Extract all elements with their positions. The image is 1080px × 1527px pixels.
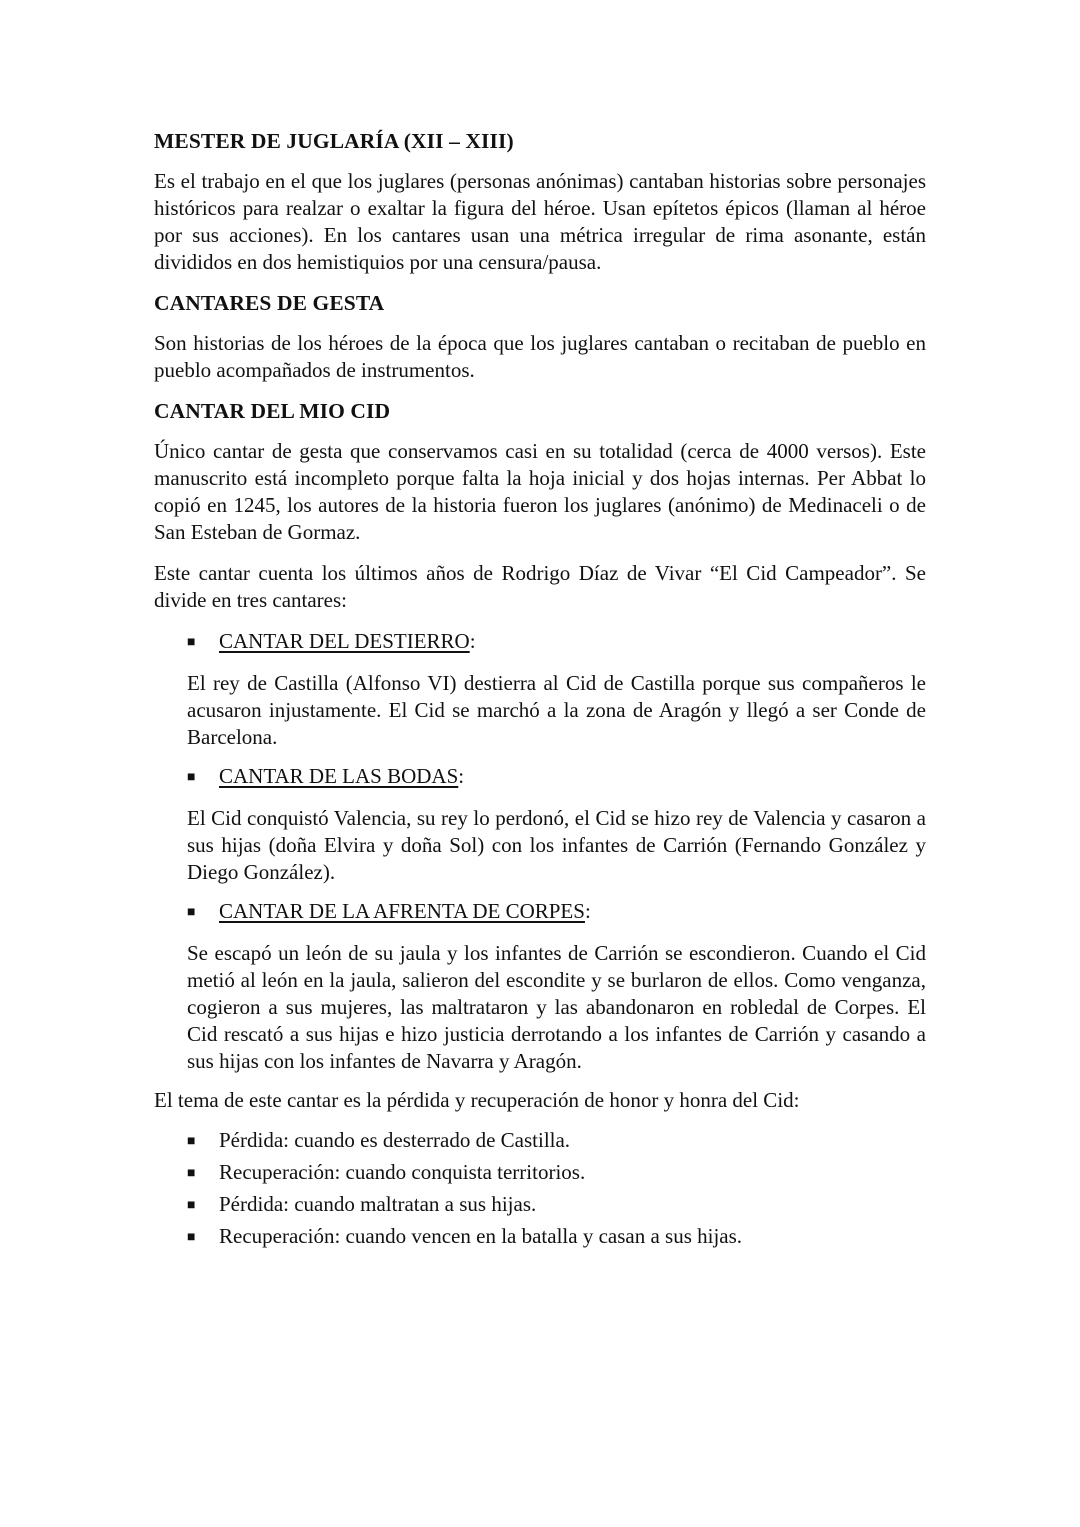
cantar-description-destierro: El rey de Castilla (Alfonso VI) destierra al Cid de Castilla porque sus compañeros le acusaron injustamente. El Cid se marchó a la zona de Aragón y llegó a ser Conde de Barcelona. bbox=[187, 671, 926, 749]
list-item bbox=[187, 1222, 926, 1254]
cantar-item-bodas bbox=[154, 763, 926, 793]
cantar-title: CANTAR DEL DESTIERRO bbox=[219, 629, 470, 653]
cantar-title: CANTAR DE LAS BODAS bbox=[219, 764, 459, 788]
list-item-text: Recuperación: cuando vencen en la batalla y casan a sus hijas. bbox=[219, 1224, 743, 1248]
heading-mester-de-juglaria: MESTER DE JUGLARÍA (XII – XIII) bbox=[154, 129, 514, 153]
square-bullet-icon: ■ bbox=[187, 1166, 196, 1181]
list-item bbox=[187, 1190, 926, 1222]
paragraph-juglaria: Es el trabajo en el que los juglares (personas anónimas) cantaban historias sobre personajes históricos para realzar o exaltar la figura del héroe. Usan epítetos épicos (llaman al héroe por sus acciones). En los cantares usan una métrica irregular de rima asonante, están divididos en dos hemistiquios por una censura/pausa. bbox=[154, 169, 926, 274]
tema-list bbox=[154, 1126, 926, 1254]
list-item bbox=[187, 1158, 926, 1190]
square-bullet-icon: ■ bbox=[187, 905, 196, 920]
list-item-text: Pérdida: cuando es desterrado de Castilla. bbox=[219, 1128, 571, 1152]
paragraph-mio-cid-division: Este cantar cuenta los últimos años de Rodrigo Díaz de Vivar “El Cid Campeador”. Se divide en tres cantares: bbox=[154, 561, 926, 612]
list-item-text: Pérdida: cuando maltratan a sus hijas. bbox=[219, 1192, 537, 1216]
cantar-title-suffix: : bbox=[458, 764, 465, 788]
square-bullet-icon: ■ bbox=[187, 1230, 196, 1245]
heading-cantares-de-gesta: CANTARES DE GESTA bbox=[154, 291, 385, 315]
paragraph-gesta: Son historias de los héroes de la época que los juglares cantaban o recitaban de pueblo en pueblo acompañados de instrumentos. bbox=[154, 331, 926, 382]
heading-cantar-del-mio-cid: CANTAR DEL MIO CID bbox=[154, 399, 391, 423]
paragraph-tema: El tema de este cantar es la pérdida y recuperación de honor y honra del Cid: bbox=[154, 1088, 800, 1112]
square-bullet-icon: ■ bbox=[187, 770, 196, 785]
square-bullet-icon: ■ bbox=[187, 1198, 196, 1213]
list-item bbox=[187, 1126, 926, 1158]
cantar-title-suffix: : bbox=[584, 899, 591, 923]
square-bullet-icon: ■ bbox=[187, 1134, 196, 1149]
cantar-title: CANTAR DE LA AFRENTA DE CORPES bbox=[219, 899, 585, 923]
cantar-item-afrenta-de-corpes bbox=[154, 898, 926, 928]
cantar-item-destierro bbox=[154, 628, 926, 658]
square-bullet-icon: ■ bbox=[187, 635, 196, 650]
document-page bbox=[154, 126, 926, 1254]
paragraph-mio-cid-intro: Único cantar de gesta que conservamos casi en su totalidad (cerca de 4000 versos). Este manuscrito está incompleto porque falta la hoja inicial y dos hojas internas. Per Abbat lo copió en 1245, los autores de la historia fueron los juglares (anónimo) de Medinaceli o de San Esteban de Gormaz. bbox=[154, 439, 926, 544]
cantar-description-afrenta: Se escapó un león de su jaula y los infantes de Carrión se escondieron. Cuando el Cid metió al león en la jaula, salieron del escondite y se burlaron de ellos. Como venganza, cogieron a sus mujeres, las maltrataron y las abandonaron en robledal de Corpes. El Cid rescató a sus hijas e hizo justicia derrotando a los infantes de Carrión y casando a sus hijas con los infantes de Navarra y Aragón. bbox=[187, 941, 926, 1073]
cantar-title-suffix: : bbox=[469, 629, 476, 653]
list-item-text: Recuperación: cuando conquista territorios. bbox=[219, 1160, 586, 1184]
cantar-description-bodas: El Cid conquistó Valencia, su rey lo perdonó, el Cid se hizo rey de Valencia y casaron a sus hijas (doña Elvira y doña Sol) con los infantes de Carrión (Fernando González y Diego González). bbox=[187, 806, 926, 884]
